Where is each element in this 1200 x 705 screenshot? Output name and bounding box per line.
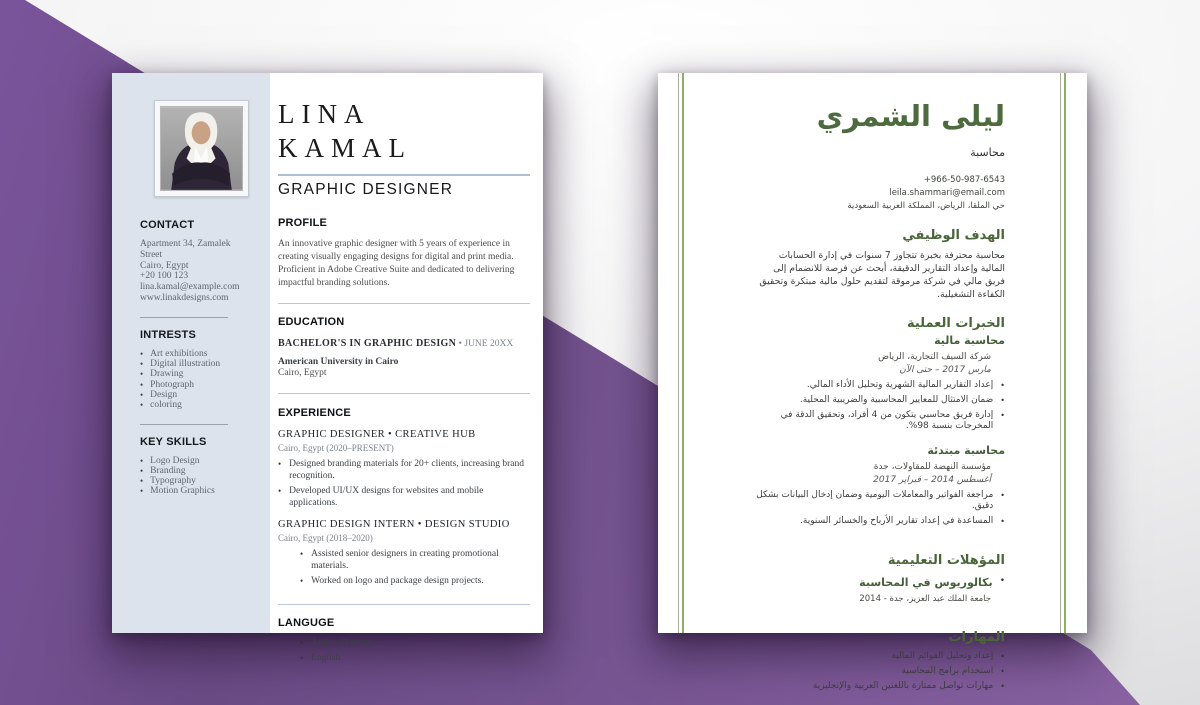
education-heading: EDUCATION xyxy=(278,316,345,328)
contact-line: Cairo, Egypt xyxy=(140,260,189,271)
candidate-job-title: GRAPHIC DESIGNER xyxy=(278,181,454,198)
education-heading-arabic: المؤهلات التعليمية xyxy=(887,553,1005,568)
interest-label: Art exhibitions xyxy=(150,348,208,359)
bullet-icon: • xyxy=(999,576,1005,586)
email-address: leila.shammari@email.com xyxy=(889,188,1005,198)
bullet-icon: • xyxy=(300,549,304,559)
experience-heading-arabic: الخبرات العملية xyxy=(906,316,1005,331)
job-bullets xyxy=(278,549,530,588)
contact-heading: CONTACT xyxy=(140,219,195,231)
education-degree-line xyxy=(278,338,530,349)
list-item xyxy=(300,653,530,665)
sidebar-divider xyxy=(140,317,228,318)
contact-line: Street xyxy=(140,249,163,260)
list-item xyxy=(300,549,530,572)
bullet-icon: • xyxy=(1000,667,1005,676)
interests-section xyxy=(140,329,258,411)
list-item xyxy=(754,651,1005,662)
list-item xyxy=(278,486,530,509)
green-border-line-left xyxy=(678,73,684,633)
candidate-name-arabic: ليلى الشمري xyxy=(816,99,1005,133)
job-company: شركة السيف التجارية، الرياض xyxy=(878,352,991,362)
job-dates: أغسطس 2014 – فبراير 2017 xyxy=(873,475,991,485)
list-item xyxy=(140,390,258,400)
list-item xyxy=(754,380,1005,391)
skill-label: Logo Design xyxy=(150,455,200,466)
bullet-icon: • xyxy=(1000,396,1005,405)
bullet-icon: • xyxy=(300,576,304,586)
interest-label: coloring xyxy=(150,400,182,411)
objective-heading: الهدف الوظيفي xyxy=(902,228,1005,243)
candidate-name xyxy=(278,97,530,165)
education-degree-row xyxy=(754,576,1005,590)
key-skills-section xyxy=(140,436,258,497)
bullet-icon: • xyxy=(140,379,144,390)
bullet-icon: • xyxy=(1000,411,1005,420)
interests-list xyxy=(140,349,258,411)
section-divider xyxy=(278,604,530,605)
job-bullets xyxy=(278,459,530,509)
skill-label: Typography xyxy=(150,476,196,487)
profile-heading: PROFILE xyxy=(278,217,328,229)
list-item xyxy=(754,516,1005,527)
objective-text: محاسبة محترفة بخبرة تتجاوز 7 سنوات في إدارة الحسابات المالية وإعداد التقارير الدقيقة، أبحث عن فرصة للانضمام إلى فريق مالي في شركة مرموقة لتقديم حلول مالية مبتكرة وتحقيق الكفاءة التشغيلية. xyxy=(759,250,1005,300)
skill-label: Motion Graphics xyxy=(150,486,215,497)
job-dates: مارس 2017 – حتى الآن xyxy=(899,365,991,375)
bullet-icon: • xyxy=(140,476,144,487)
list-item xyxy=(754,681,1005,692)
bullet-icon: • xyxy=(140,465,144,476)
bullet-icon: • xyxy=(278,486,282,496)
degree-date: • JUNE 20XX xyxy=(458,339,514,349)
job-bullets xyxy=(754,490,1005,527)
job-meta: Cairo, Egypt (2018–2020) xyxy=(278,533,373,543)
name-line2: KAMAL xyxy=(278,133,412,163)
resume-page-arabic xyxy=(658,73,1087,691)
job-bullet-text: المساعدة في إعداد تقارير الأرباح والخسائر السنوية. xyxy=(800,516,994,526)
bullet-icon: • xyxy=(1000,381,1005,390)
resume-ar-content xyxy=(754,73,1005,696)
resume-page-english xyxy=(112,73,543,663)
list-item xyxy=(140,466,258,476)
job-title: GRAPHIC DESIGNER • CREATIVE HUB xyxy=(278,429,476,440)
experience-heading: EXPERIENCE xyxy=(278,407,351,419)
contact-line: www.linakdesigns.com xyxy=(140,292,229,303)
list-item xyxy=(754,490,1005,512)
interest-label: Drawing xyxy=(150,369,184,380)
bullet-icon: • xyxy=(1000,491,1005,500)
education-school: American University in Cairo xyxy=(278,357,399,367)
bullet-icon: • xyxy=(300,653,304,663)
job-title-arabic: محاسبة مبتدئة xyxy=(927,444,1005,457)
phone-number: +966-50-987-6543 xyxy=(923,175,1005,185)
contact-lines xyxy=(140,239,258,304)
skills-heading-arabic: المهارات xyxy=(948,630,1005,645)
skill-label-arabic: استخدام برامج المحاسبة xyxy=(901,666,994,676)
list-item xyxy=(140,380,258,390)
list-item xyxy=(140,476,258,486)
resume-en-main-column xyxy=(270,73,543,663)
key-skills-list xyxy=(140,456,258,497)
bullet-icon: • xyxy=(140,455,144,466)
job-company: مؤسسة النهضة للمقاولات، جدة xyxy=(873,462,991,472)
list-item xyxy=(140,456,258,466)
contact-line: lina.kamal@example.com xyxy=(140,282,240,293)
list-item xyxy=(140,486,258,496)
profile-photo-illustration xyxy=(160,106,243,191)
job-bullet-text: Assisted senior designers in creating promotional materials. xyxy=(311,549,499,571)
resume-en-sidebar xyxy=(112,73,270,633)
green-border-line-right xyxy=(1060,73,1066,633)
bullet-icon: • xyxy=(140,400,144,411)
list-item xyxy=(300,638,530,650)
section-divider xyxy=(278,393,530,394)
interests-heading: INTRESTS xyxy=(140,328,196,341)
bullet-icon: • xyxy=(140,486,144,497)
job-bullet-text: إعداد التقارير المالية الشهرية وتحليل الأداء المالي. xyxy=(806,380,994,390)
education-location: Cairo, Egypt xyxy=(278,368,327,378)
skill-label: Branding xyxy=(150,465,186,476)
job-bullet-text: Developed UI/UX designs for websites and mobile applications. xyxy=(289,486,484,508)
contact-block-arabic xyxy=(754,174,1005,213)
job-meta: Cairo, Egypt (2020–PRESENT) xyxy=(278,443,394,453)
bullet-icon: • xyxy=(1000,652,1005,661)
profile-text: An innovative graphic designer with 5 years of experience in creating visually engaging designs for digital and print media. Proficient in Adobe Creative Suite and dedicated to delivering impactful branding solutions. xyxy=(278,239,515,288)
list-item xyxy=(754,410,1005,432)
language-label: English xyxy=(311,653,341,663)
interest-label: Design xyxy=(150,389,178,400)
list-item xyxy=(754,666,1005,677)
list-item xyxy=(140,349,258,359)
list-item xyxy=(140,400,258,410)
education-degree-arabic: بكالوريوس في المحاسبة xyxy=(859,576,993,589)
list-item xyxy=(754,395,1005,406)
bullet-icon: • xyxy=(140,369,144,380)
key-skills-heading: KEY SKILLS xyxy=(140,435,207,448)
languages-list xyxy=(278,638,530,665)
list-item xyxy=(278,459,530,482)
education-school-arabic: جامعة الملك عبد العزيز، جدة - 2014 xyxy=(859,594,991,604)
section-divider xyxy=(278,303,530,304)
bullet-icon: • xyxy=(1000,517,1005,526)
bullet-icon: • xyxy=(300,637,304,648)
interest-label: Photograph xyxy=(150,379,194,390)
profile-photo-frame xyxy=(154,100,249,197)
contact-section xyxy=(140,219,258,304)
job-title-arabic: محاسبة مالية xyxy=(934,334,1005,347)
list-item xyxy=(300,576,530,588)
degree: BACHELOR'S IN GRAPHIC DESIGN xyxy=(278,338,457,349)
bullet-icon: • xyxy=(278,459,282,469)
contact-line: +20 100 123 xyxy=(140,271,189,282)
interest-label: Digital illustration xyxy=(150,359,221,370)
job-bullet-text: Designed branding materials for 20+ clients, increasing brand recognition. xyxy=(289,459,525,481)
name-line1: LINA xyxy=(278,99,371,129)
job-bullet-text: إدارة فريق محاسبي يتكون من 4 أفراد، وتحقيق الدقة في المخرجات بنسبة 98%. xyxy=(780,410,994,431)
job-bullet-text: Worked on logo and package design projects. xyxy=(311,576,484,586)
bullet-icon: • xyxy=(140,389,144,400)
skill-label-arabic: مهارات تواصل ممتازة باللغتين العربية والإنجليزية xyxy=(812,681,994,691)
sidebar-divider xyxy=(140,424,228,425)
skill-label-arabic: إعداد وتحليل القوائم المالية xyxy=(891,651,994,661)
job-bullet-text: ضمان الامتثال للمعايير المحاسبية والضريبية المحلية. xyxy=(799,395,994,405)
bullet-icon: • xyxy=(140,348,144,359)
list-item xyxy=(140,369,258,379)
job-bullet-text: مراجعة الفواتير والمعاملات اليومية وضمان إدخال البيانات بشكل دقيق. xyxy=(756,490,994,511)
list-item xyxy=(140,359,258,369)
bullet-icon: • xyxy=(1000,682,1005,691)
postal-address: حي الملقا، الرياض، المملكة العربية السعودية xyxy=(847,201,1005,211)
contact-line: Apartment 34, Zamalek xyxy=(140,239,231,249)
job-title: GRAPHIC DESIGN INTERN • DESIGN STUDIO xyxy=(278,519,510,530)
title-divider xyxy=(278,174,530,176)
language-label: Arabic (Native) xyxy=(311,637,372,648)
candidate-job-title-arabic: محاسبة xyxy=(970,146,1005,159)
skills-list-arabic xyxy=(754,651,1005,692)
bullet-icon: • xyxy=(140,359,144,370)
job-bullets xyxy=(754,380,1005,432)
language-heading: LANGUGE xyxy=(278,616,335,629)
